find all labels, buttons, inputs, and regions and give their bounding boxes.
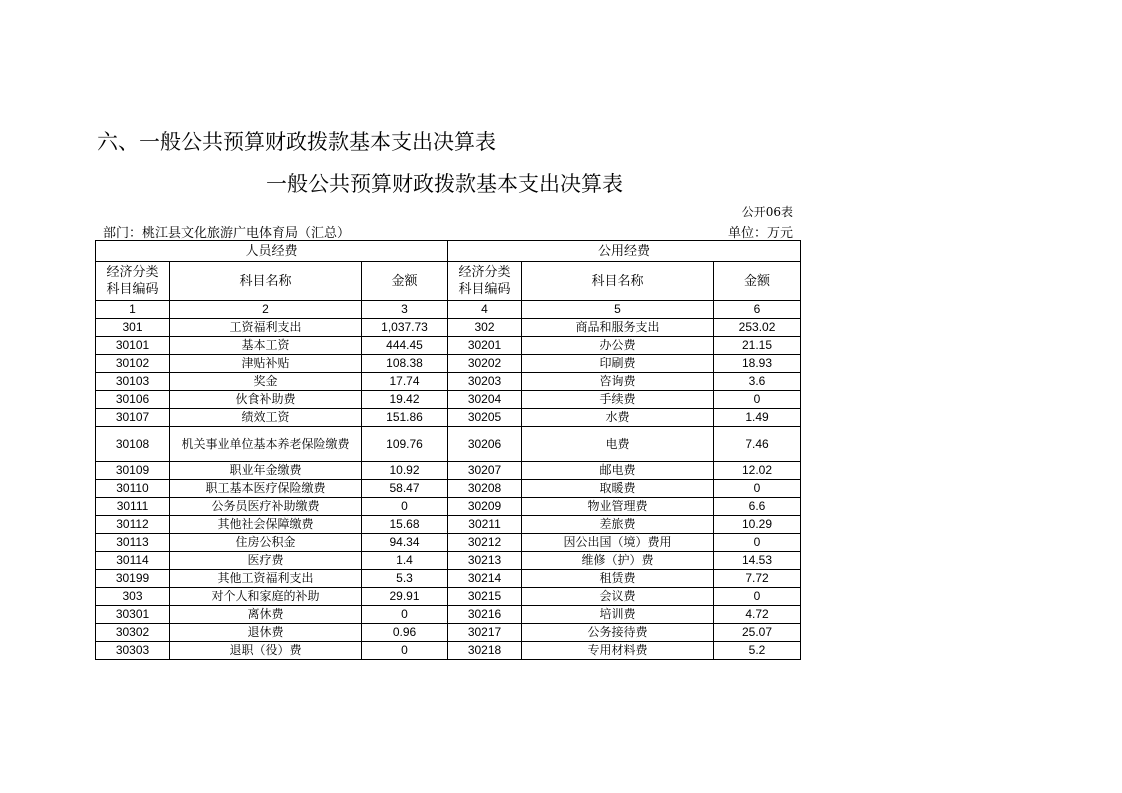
economic-code: 30214 bbox=[448, 570, 522, 588]
item-name: 因公出国（境）费用 bbox=[522, 534, 714, 552]
economic-code: 30208 bbox=[448, 480, 522, 498]
amount-header-public: 金额 bbox=[714, 262, 801, 301]
amount: 0.96 bbox=[362, 624, 448, 642]
table-row bbox=[96, 391, 801, 409]
table-row bbox=[96, 337, 801, 355]
item-name: 手续费 bbox=[522, 391, 714, 409]
item-name: 津贴补贴 bbox=[170, 355, 362, 373]
amount: 58.47 bbox=[362, 480, 448, 498]
table-code: 公开06表 bbox=[741, 205, 793, 219]
economic-code: 30302 bbox=[96, 624, 170, 642]
amount: 253.02 bbox=[714, 319, 801, 337]
economic-code: 30216 bbox=[448, 606, 522, 624]
table-row bbox=[96, 480, 801, 498]
item-name: 公务员医疗补助缴费 bbox=[170, 498, 362, 516]
item-name: 专用材料费 bbox=[522, 642, 714, 660]
amount: 6.6 bbox=[714, 498, 801, 516]
economic-code: 30101 bbox=[96, 337, 170, 355]
table-row bbox=[96, 516, 801, 534]
amount: 14.53 bbox=[714, 552, 801, 570]
economic-code: 30211 bbox=[448, 516, 522, 534]
amount: 94.34 bbox=[362, 534, 448, 552]
economic-code: 30204 bbox=[448, 391, 522, 409]
economic-code: 30113 bbox=[96, 534, 170, 552]
amount: 25.07 bbox=[714, 624, 801, 642]
economic-code: 30201 bbox=[448, 337, 522, 355]
column-number: 2 bbox=[170, 301, 362, 319]
item-name: 公务接待费 bbox=[522, 624, 714, 642]
table-row bbox=[96, 498, 801, 516]
table-row bbox=[96, 427, 801, 462]
column-number: 6 bbox=[714, 301, 801, 319]
amount: 0 bbox=[714, 480, 801, 498]
amount-header-personnel: 金额 bbox=[362, 262, 448, 301]
economic-code: 30111 bbox=[96, 498, 170, 516]
table-row bbox=[96, 534, 801, 552]
table-row bbox=[96, 624, 801, 642]
item-name: 培训费 bbox=[522, 606, 714, 624]
unit-label: 单位：万元 bbox=[727, 226, 793, 241]
economic-code: 30102 bbox=[96, 355, 170, 373]
item-name: 绩效工资 bbox=[170, 409, 362, 427]
amount: 7.46 bbox=[714, 427, 801, 462]
amount: 0 bbox=[714, 534, 801, 552]
amount: 108.38 bbox=[362, 355, 448, 373]
table-row bbox=[96, 462, 801, 480]
table-row bbox=[96, 606, 801, 624]
economic-code: 30213 bbox=[448, 552, 522, 570]
item-name: 职工基本医疗保险缴费 bbox=[170, 480, 362, 498]
economic-code: 302 bbox=[448, 319, 522, 337]
column-header-row bbox=[96, 262, 801, 301]
name-header-public: 科目名称 bbox=[522, 262, 714, 301]
economic-code: 30301 bbox=[96, 606, 170, 624]
economic-code: 30107 bbox=[96, 409, 170, 427]
economic-code: 30112 bbox=[96, 516, 170, 534]
amount: 1.4 bbox=[362, 552, 448, 570]
economic-code: 30303 bbox=[96, 642, 170, 660]
item-name: 印刷费 bbox=[522, 355, 714, 373]
amount: 0 bbox=[362, 606, 448, 624]
table-row bbox=[96, 409, 801, 427]
economic-code: 30110 bbox=[96, 480, 170, 498]
item-name: 住房公积金 bbox=[170, 534, 362, 552]
economic-code: 30114 bbox=[96, 552, 170, 570]
amount: 18.93 bbox=[714, 355, 801, 373]
item-name: 退职（役）费 bbox=[170, 642, 362, 660]
table-row bbox=[96, 373, 801, 391]
item-name: 电费 bbox=[522, 427, 714, 462]
table-row bbox=[96, 552, 801, 570]
amount: 3.6 bbox=[714, 373, 801, 391]
table-row bbox=[96, 588, 801, 606]
economic-code: 303 bbox=[96, 588, 170, 606]
group-header-row bbox=[96, 241, 801, 262]
economic-code: 30207 bbox=[448, 462, 522, 480]
personnel-group-header: 人员经费 bbox=[96, 241, 448, 262]
table-row bbox=[96, 355, 801, 373]
item-name: 其他工资福利支出 bbox=[170, 570, 362, 588]
economic-code: 30103 bbox=[96, 373, 170, 391]
code-header-public: 经济分类 科目编码 bbox=[448, 262, 522, 301]
column-number: 5 bbox=[522, 301, 714, 319]
item-name: 伙食补助费 bbox=[170, 391, 362, 409]
economic-code: 30209 bbox=[448, 498, 522, 516]
item-name: 医疗费 bbox=[170, 552, 362, 570]
economic-code: 30202 bbox=[448, 355, 522, 373]
economic-code: 30206 bbox=[448, 427, 522, 462]
item-name: 物业管理费 bbox=[522, 498, 714, 516]
amount: 21.15 bbox=[714, 337, 801, 355]
item-name: 取暖费 bbox=[522, 480, 714, 498]
amount: 1.49 bbox=[714, 409, 801, 427]
item-name: 工资福利支出 bbox=[170, 319, 362, 337]
amount: 4.72 bbox=[714, 606, 801, 624]
department-label: 部门：桃江县文化旅游广电体育局（汇总） bbox=[103, 226, 351, 241]
item-name: 邮电费 bbox=[522, 462, 714, 480]
amount: 444.45 bbox=[362, 337, 448, 355]
item-name: 维修（护）费 bbox=[522, 552, 714, 570]
amount: 0 bbox=[362, 498, 448, 516]
column-number: 3 bbox=[362, 301, 448, 319]
economic-code: 30218 bbox=[448, 642, 522, 660]
amount: 1,037.73 bbox=[362, 319, 448, 337]
amount: 5.3 bbox=[362, 570, 448, 588]
amount: 10.29 bbox=[714, 516, 801, 534]
economic-code: 30203 bbox=[448, 373, 522, 391]
section-title: 六、一般公共预算财政拨款基本支出决算表 bbox=[97, 130, 496, 154]
page-title: 一般公共预算财政拨款基本支出决算表 bbox=[266, 172, 623, 196]
expenditure-table bbox=[95, 240, 801, 660]
economic-code: 30108 bbox=[96, 427, 170, 462]
item-name: 基本工资 bbox=[170, 337, 362, 355]
amount: 7.72 bbox=[714, 570, 801, 588]
table-row bbox=[96, 319, 801, 337]
item-name: 奖金 bbox=[170, 373, 362, 391]
amount: 0 bbox=[362, 642, 448, 660]
amount: 19.42 bbox=[362, 391, 448, 409]
name-header-personnel: 科目名称 bbox=[170, 262, 362, 301]
item-name: 水费 bbox=[522, 409, 714, 427]
column-number: 1 bbox=[96, 301, 170, 319]
economic-code: 30212 bbox=[448, 534, 522, 552]
item-name: 商品和服务支出 bbox=[522, 319, 714, 337]
amount: 0 bbox=[714, 588, 801, 606]
economic-code: 301 bbox=[96, 319, 170, 337]
amount: 17.74 bbox=[362, 373, 448, 391]
code-header-personnel: 经济分类 科目编码 bbox=[96, 262, 170, 301]
item-name: 租赁费 bbox=[522, 570, 714, 588]
amount: 15.68 bbox=[362, 516, 448, 534]
item-name: 办公费 bbox=[522, 337, 714, 355]
column-number-row bbox=[96, 301, 801, 319]
amount: 109.76 bbox=[362, 427, 448, 462]
item-name: 其他社会保障缴费 bbox=[170, 516, 362, 534]
item-name: 差旅费 bbox=[522, 516, 714, 534]
item-name: 退休费 bbox=[170, 624, 362, 642]
item-name: 咨询费 bbox=[522, 373, 714, 391]
item-name: 离休费 bbox=[170, 606, 362, 624]
amount: 151.86 bbox=[362, 409, 448, 427]
amount: 5.2 bbox=[714, 642, 801, 660]
amount: 29.91 bbox=[362, 588, 448, 606]
economic-code: 30106 bbox=[96, 391, 170, 409]
table-row bbox=[96, 642, 801, 660]
item-name: 会议费 bbox=[522, 588, 714, 606]
column-number: 4 bbox=[448, 301, 522, 319]
item-name: 对个人和家庭的补助 bbox=[170, 588, 362, 606]
amount: 0 bbox=[714, 391, 801, 409]
economic-code: 30205 bbox=[448, 409, 522, 427]
item-name: 职业年金缴费 bbox=[170, 462, 362, 480]
economic-code: 30199 bbox=[96, 570, 170, 588]
economic-code: 30109 bbox=[96, 462, 170, 480]
public-group-header: 公用经费 bbox=[448, 241, 801, 262]
item-name: 机关事业单位基本养老保险缴费 bbox=[170, 427, 362, 462]
amount: 10.92 bbox=[362, 462, 448, 480]
amount: 12.02 bbox=[714, 462, 801, 480]
economic-code: 30215 bbox=[448, 588, 522, 606]
table-row bbox=[96, 570, 801, 588]
economic-code: 30217 bbox=[448, 624, 522, 642]
